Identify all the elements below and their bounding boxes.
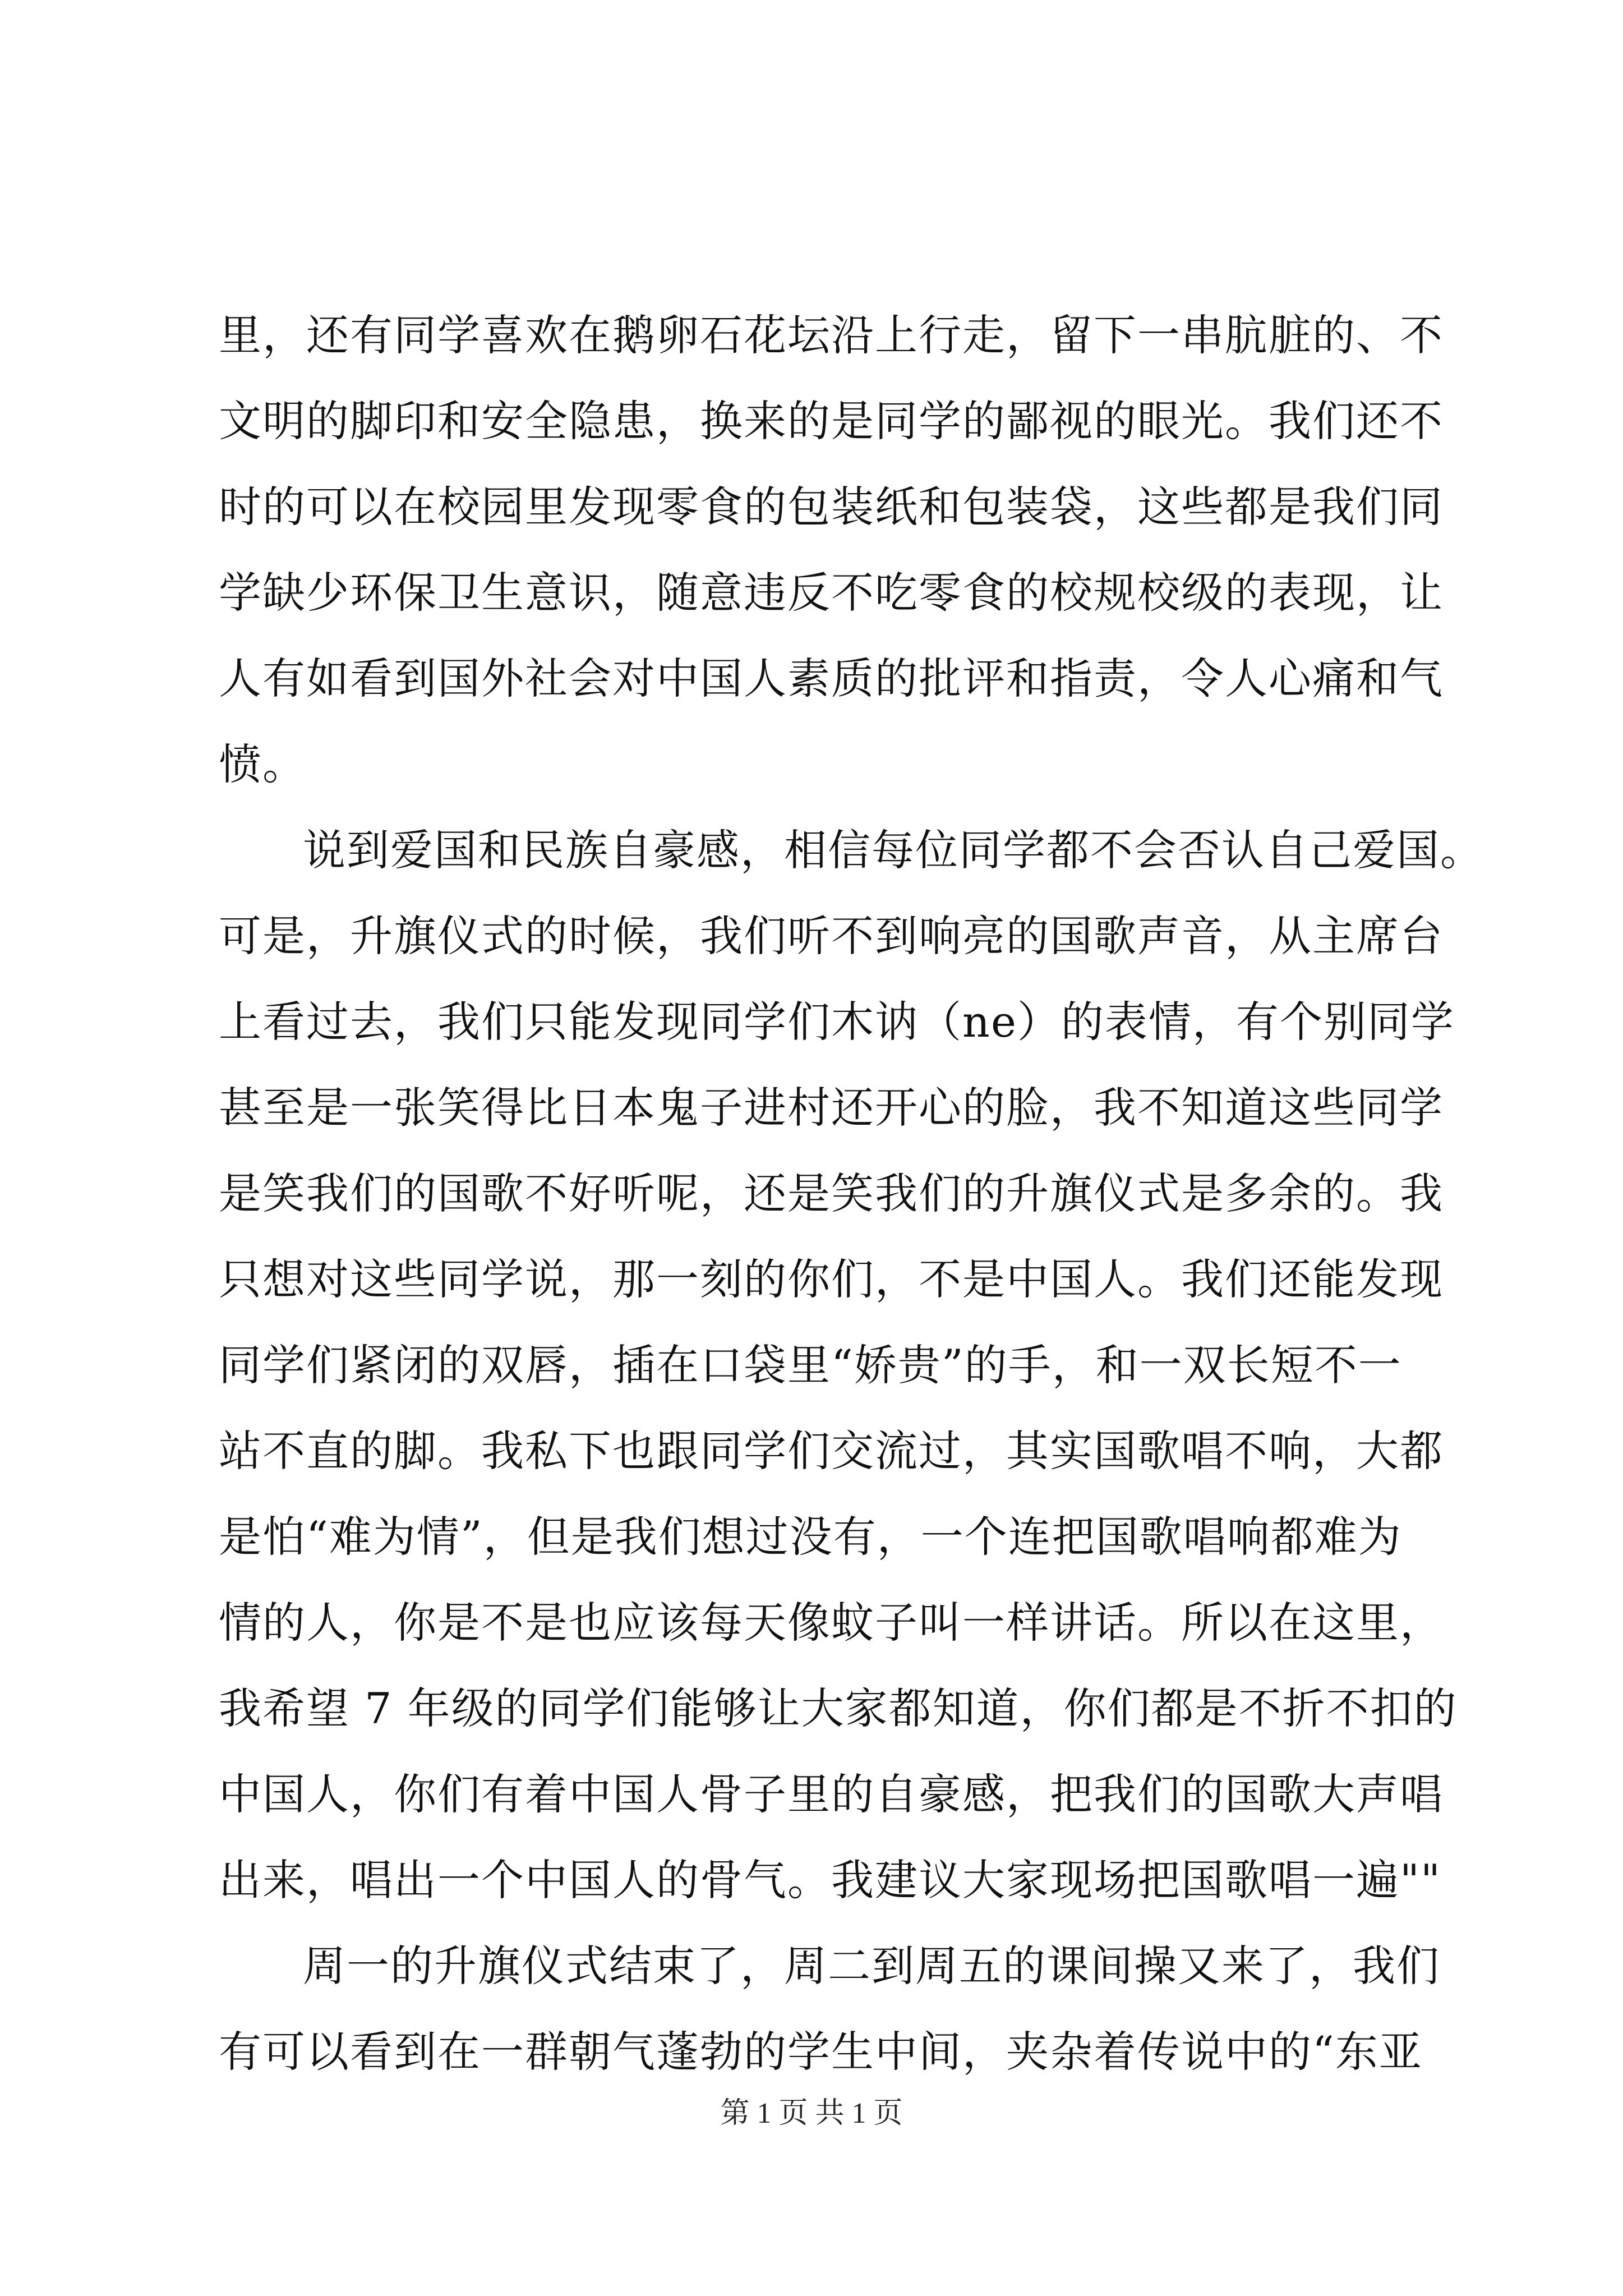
text-line: 时的可以在校园里发现零食的包装纸和包装袋，这些都是我们同 <box>219 482 1444 532</box>
text-line: 是怕“难为情”，但是我们想过没有，一个连把国歌唱响都难为 <box>219 1512 1402 1562</box>
text-line: 情的人，你是不是也应该每天像蚊子叫一样讲话。所以在这里， <box>219 1598 1444 1648</box>
text-line: 学缺少环保卫生意识，随意违反不吃零食的校规校级的表现，让 <box>219 568 1444 618</box>
text-line: 是笑我们的国歌不好听呢，还是笑我们的升旗仪式是多余的。我 <box>219 1168 1444 1218</box>
text-line: 站不直的脚。我私下也跟同学们交流过，其实国歌唱不响，大都 <box>219 1426 1444 1476</box>
text-line: 人有如看到国外社会对中国人素质的批评和指责，令人心痛和气 <box>219 654 1444 703</box>
text-line: 甚至是一张笑得比日本鬼子进村还开心的脸，我不知道这些同学 <box>219 1083 1444 1133</box>
page-footer: 第 1 页 共 1 页 <box>720 2097 903 2129</box>
text-line: 中国人，你们有着中国人骨子里的自豪感，把我们的国歌大声唱 <box>219 1769 1444 1819</box>
paragraph-first-line: 周一的升旗仪式结束了，周二到周五的课间操又来了，我们 <box>303 1941 1440 1991</box>
text-line: 文明的脚印和安全隐患，换来的是同学的鄙视的眼光。我们还不 <box>219 396 1444 446</box>
text-line: 上看过去，我们只能发现同学们木讷（ne）的表情，有个别同学 <box>219 997 1455 1047</box>
text-line: 只想对这些同学说，那一刻的你们，不是中国人。我们还能发现 <box>219 1254 1444 1304</box>
paragraph-first-line: 说到爱国和民族自豪感，相信每位同学都不会否认自己爱国。 <box>303 825 1484 875</box>
text-line: 我希望 7 年级的同学们能够让大家都知道，你们都是不折不扣的 <box>219 1683 1458 1733</box>
text-line: 出来，唱出一个中国人的骨气。我建议大家现场把国歌唱一遍"" <box>219 1855 1441 1905</box>
text-line: 同学们紧闭的双唇，插在口袋里“娇贵”的手，和一双长短不一 <box>219 1340 1402 1390</box>
text-line: 有可以看到在一群朝气蓬勃的学生中间，夹杂着传说中的“东亚 <box>219 2027 1423 2077</box>
text-line: 里，还有同学喜欢在鹅卵石花坛沿上行走，留下一串肮脏的、不 <box>219 310 1444 360</box>
text-line: 可是，升旗仪式的时候，我们听不到响亮的国歌声音，从主席台 <box>219 911 1444 961</box>
text-line: 愤。 <box>219 739 306 789</box>
